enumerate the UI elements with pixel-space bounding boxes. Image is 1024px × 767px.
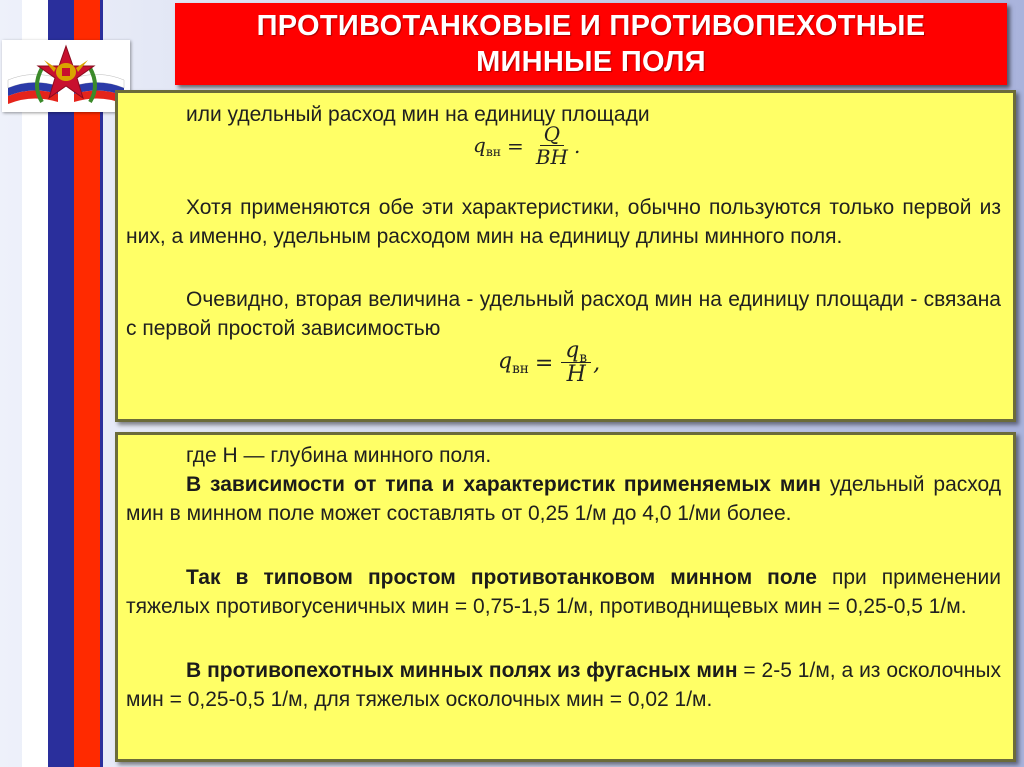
paragraph-consumption-range: [126, 470, 1001, 528]
emblem-panel: [2, 40, 130, 112]
paragraph-antipersonnel: [126, 656, 1001, 714]
slide-title-line-2: МИННЫЕ ПОЛЯ: [476, 46, 706, 78]
slide-title-line-1: ПРОТИВОТАНКОВЫЕ И ПРОТИВОПЕХОТНЫЕ: [256, 10, 926, 42]
formula2-denominator: H: [566, 362, 586, 388]
flag-stripe-white: [22, 0, 48, 767]
formula-denominator: BH: [535, 145, 568, 169]
formula-tail: .: [573, 133, 581, 158]
content-box-formulas: [115, 90, 1016, 422]
formula-numerator: Q: [540, 124, 564, 146]
intro-text: или удельный расход мин на единицу площади: [186, 103, 650, 126]
paragraph-antitank: [126, 563, 1001, 621]
formula-relation: [498, 339, 600, 387]
paragraph-antitank-bold: Так в типовом простом противотанковом минном поле: [186, 566, 817, 589]
paragraph-characteristics: Хотя применяются обе эти характеристики, обычно пользуются только первой из них, а именно, удельным расходом мин на единицу длины минного поля.: [126, 196, 1001, 248]
formula-fraction: [532, 124, 572, 168]
formula2-fraction: [561, 339, 591, 387]
content-box-consumption: [115, 432, 1016, 762]
paragraph-antipersonnel-bold: В противопехотных минных полях из фугасных мин: [186, 659, 738, 682]
flag-stripe-red: [74, 0, 100, 767]
formula2-lhs: $q_{вн}$: [498, 349, 529, 377]
paragraph-antipersonnel-text: = 2-5 1/м, а из осколочных мин = 0,25-0,5 1/м, для тяжелых осколочных мин = 0,02 1/м.: [126, 659, 1001, 711]
formula2-equals: =: [534, 350, 554, 376]
flag-stripe-divider: [100, 0, 103, 767]
formula-equals: =: [507, 133, 524, 158]
formula-lhs: $q_{вн}$: [473, 132, 502, 159]
paragraph-antitank-text: при применении тяжелых противогусеничных мин = 0,75-1,5 1/м, противоднищевых мин = 0,25-0,5 1/м.: [126, 566, 1001, 618]
slide-title: [175, 3, 1007, 85]
formula-area-density: [473, 124, 580, 168]
formula2-tail: ,: [593, 350, 601, 376]
paragraph-consumption-range-text: удельный расход мин в минном поле может составлять от 0,25 1/м до 4,0 1/ми более.: [126, 473, 1001, 525]
paragraph-consumption-range-bold: В зависимости от типа и характеристик применяемых мин: [186, 473, 821, 496]
flag-stripe-blue: [48, 0, 74, 767]
russian-armed-forces-emblem-icon: [2, 40, 130, 112]
depth-definition: где Н — глубина минного поля.: [186, 444, 492, 467]
paragraph-relation: Очевидно, вторая величина - удельный расход мин на единицу площади - связана с первой простой зависимостью: [126, 288, 1001, 340]
formula2-numerator: $q_в$: [561, 339, 591, 363]
